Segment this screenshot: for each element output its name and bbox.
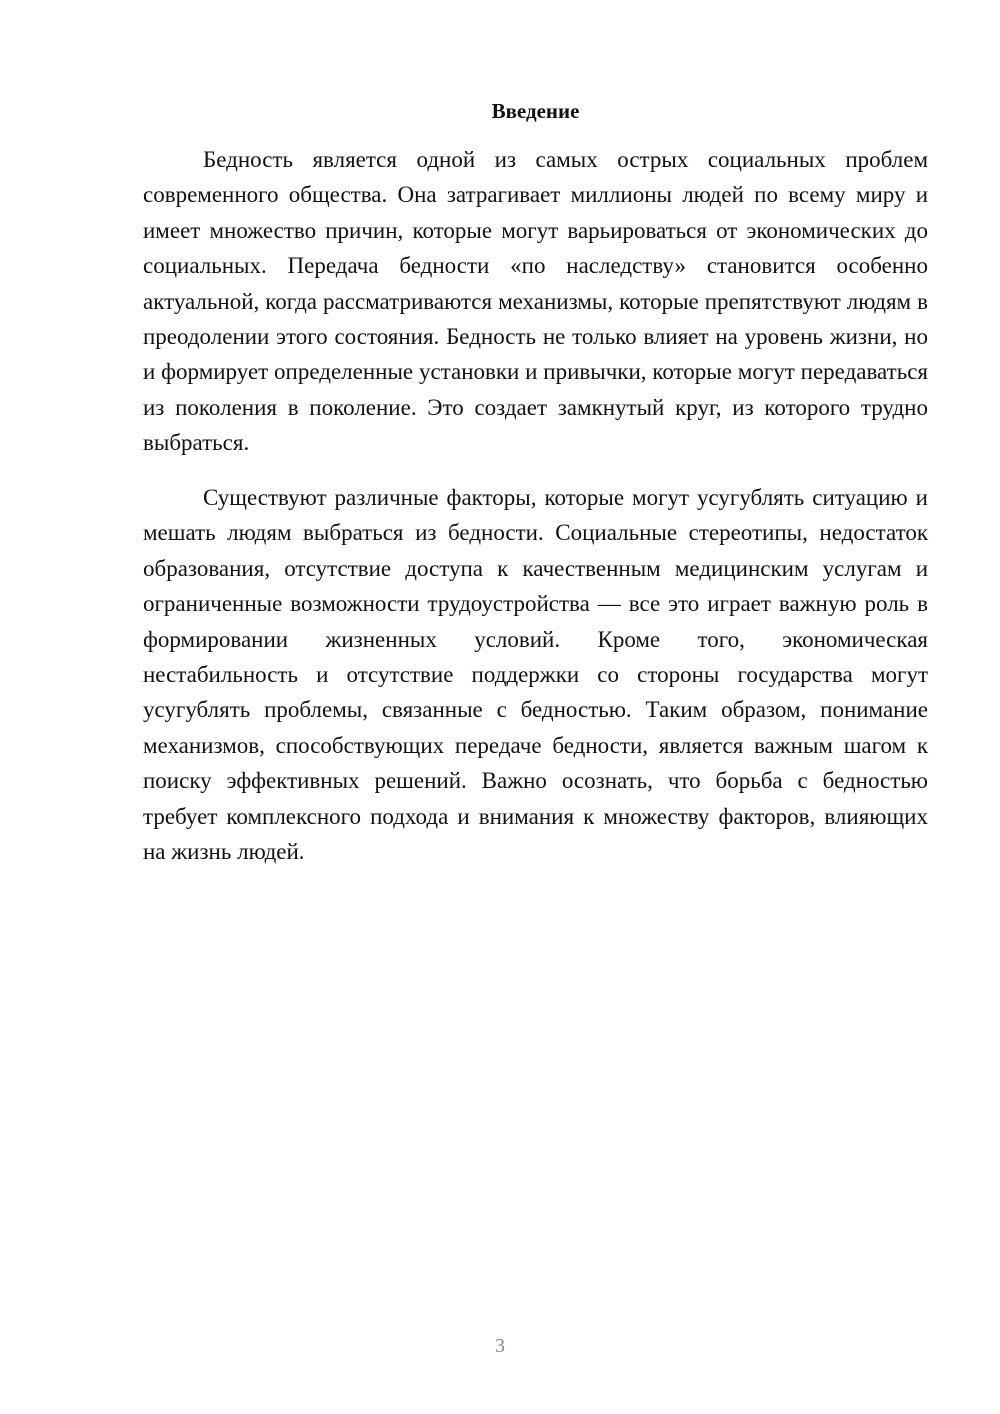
paragraph-1: Бедность является одной из самых острых социальных проблем современного общества. Она затрагивает миллионы людей по всему миру и имеет множество причин, которые могут варьироваться от экономических до социальных. Передача бедности «по наследству» становится особенно актуальной, когда рассматриваются механизмы, которые препятствуют людям в преодолении этого состояния. Бедность не только влияет на уровень жизни, но и формирует определенные установки и привычки, которые могут передаваться из поколения в поколение. Это создает замкнутый круг, из которого трудно выбраться. (143, 147, 928, 456)
section-heading: Введение (491, 99, 580, 123)
paragraph-2: Существуют различные факторы, которые могут усугублять ситуацию и мешать людям выбраться из бедности. Социальные стереотипы, недостаток образования, отсутствие доступа к качественным медицинским услугам и ограниченные возможности трудоустройства — все это играет важную роль в формировании жизненных условий. Кроме того, экономическая нестабильность и отсутствие поддержки со стороны государства могут усугублять проблемы, связанные с бедностью. Таким образом, понимание механизмов, способствующих передаче бедности, является важным шагом к поиску эффективных решений. Важно осознать, что борьба с бедностью требует комплексного подхода и внимания к множеству факторов, влияющих на жизнь людей. (143, 485, 928, 865)
page-number: 3 (495, 1335, 505, 1357)
